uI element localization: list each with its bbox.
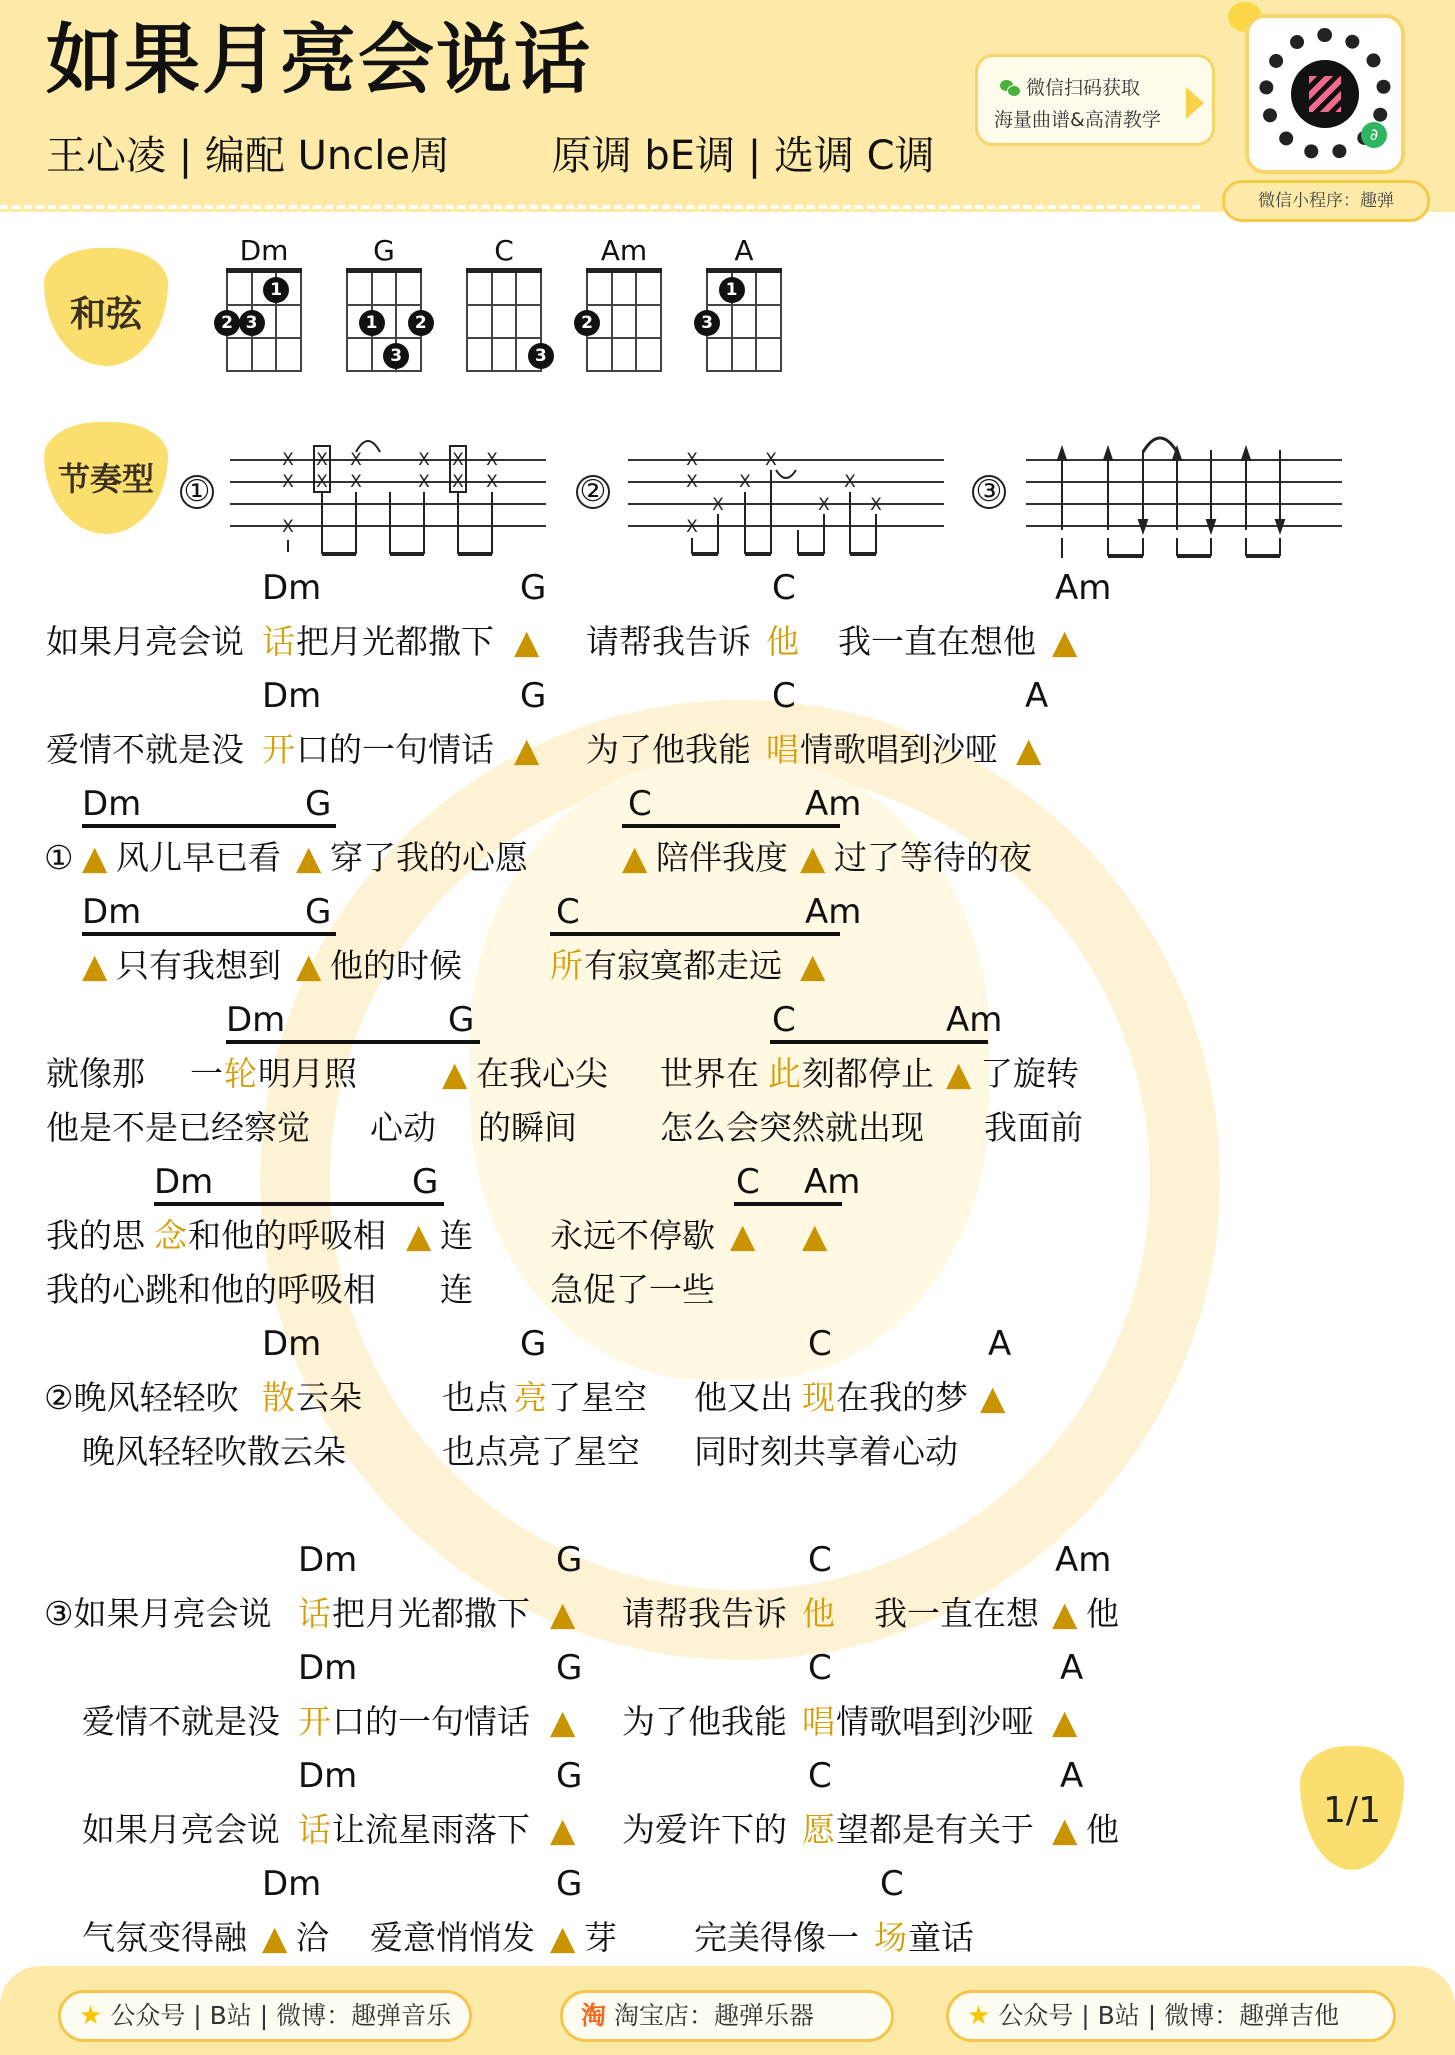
footer-social-music[interactable]: ★ 公众号 | B站 | 微博：趣弹音乐 <box>58 1990 472 2042</box>
strum-marker-icon: ▲ <box>550 1918 576 1957</box>
lyric-text: 我面前 <box>984 1108 1083 1147</box>
lyric-text: 他 <box>802 1594 835 1633</box>
lyric-text: 了星空 <box>548 1378 647 1417</box>
chord-label: Dm <box>298 1648 358 1688</box>
wechat-icon <box>1000 80 1020 96</box>
strum-marker-icon: ▲ <box>1052 1594 1078 1633</box>
star-icon: ★ <box>79 2001 103 2031</box>
chord-label: A <box>1060 1756 1084 1796</box>
chord-diagram-c <box>466 234 547 370</box>
strum-marker-icon: ▲ <box>262 1918 288 1957</box>
strum-marker-icon: ▲ <box>82 838 108 877</box>
lyric-text: 完美得像一 <box>694 1918 859 1957</box>
fretboard-grid <box>701 268 782 370</box>
lyric-text: 过了等待的夜 <box>834 838 1032 877</box>
strum-marker-icon: ▲ <box>550 1702 576 1741</box>
finger-dot: 3 <box>383 343 409 369</box>
footer-taobao-shop[interactable]: 淘 淘宝店：趣弹乐器 <box>560 1990 894 2042</box>
chord-label: Dm <box>298 1540 358 1580</box>
chord-label: C <box>880 1864 904 1904</box>
lyric-text: 现 <box>802 1378 835 1417</box>
song-title: 如果月亮会说话 <box>46 15 592 104</box>
lyric-text: 散 <box>262 1378 295 1417</box>
chord-label: A <box>988 1324 1012 1364</box>
chord-name: G <box>373 234 395 267</box>
lyric-text: 话 <box>298 1594 331 1633</box>
svg-text:X: X <box>870 495 882 515</box>
rhythm-number-2: ② <box>576 475 610 509</box>
chord-diagram-a <box>701 234 782 370</box>
lyric-text: 也点亮了星空 <box>442 1432 640 1471</box>
fretboard-grid <box>221 268 302 370</box>
chord-label: G <box>556 1864 583 1904</box>
rhythm-pattern-2 <box>626 430 946 560</box>
lyric-text: 开 <box>298 1702 331 1741</box>
promo-line-1: 微信扫码获取 <box>1000 73 1140 100</box>
lyric-text: 轮 <box>224 1054 257 1093</box>
lyric-text: 唱 <box>802 1702 835 1741</box>
chord-label: G <box>520 568 547 608</box>
rhythm-pattern-1 <box>228 430 548 560</box>
svg-text:X: X <box>418 472 430 492</box>
chord-label: Am <box>1055 1540 1112 1580</box>
lyric-text: 只有我想到 <box>116 946 281 985</box>
chord-diagram-dm <box>221 234 302 370</box>
lyric-text: 所 <box>550 946 583 985</box>
svg-text:X: X <box>686 517 698 537</box>
svg-text:X: X <box>712 495 724 515</box>
chord-label: G <box>520 1324 547 1364</box>
lyric-text: 连 <box>440 1216 473 1255</box>
lyric-text: 为爱许下的 <box>622 1810 787 1849</box>
lyric-text: 世界在 <box>660 1054 759 1093</box>
finger-dot: 3 <box>528 343 554 369</box>
chord-underline <box>82 824 336 828</box>
svg-text:X: X <box>350 472 362 492</box>
lyric-text: 心动 <box>370 1108 436 1147</box>
lyric-text: 我一直在想 <box>874 1594 1039 1633</box>
lyric-text: 明月照 <box>258 1054 357 1093</box>
chord-label: C <box>628 784 652 824</box>
mini-program-label: 微信小程序：趣弹 <box>1222 180 1430 222</box>
lyric-text: 他 <box>766 622 799 661</box>
lyric-text: 也点 <box>442 1378 508 1417</box>
lyric-text: 念 <box>154 1216 187 1255</box>
chord-underline <box>154 1202 444 1206</box>
chord-label: G <box>305 784 332 824</box>
lyric-text: 话 <box>298 1810 331 1849</box>
lyric-text: 在我的梦 <box>836 1378 968 1417</box>
lyric-text: 情歌唱到沙哑 <box>800 730 998 769</box>
svg-text:X: X <box>486 450 498 470</box>
lyric-text: 有寂寞都走远 <box>584 946 782 985</box>
svg-text:X: X <box>818 495 830 515</box>
strum-marker-icon: ▲ <box>550 1810 576 1849</box>
chord-name: Am <box>600 234 648 267</box>
chord-label: A <box>1060 1648 1084 1688</box>
lyric-text: 急促了一些 <box>550 1270 715 1309</box>
strum-marker-icon: ▲ <box>514 622 540 661</box>
fretboard-grid <box>346 268 427 370</box>
chord-label: Dm <box>262 676 322 716</box>
lyric-text: 亮 <box>514 1378 547 1417</box>
lyric-text: 一 <box>190 1054 223 1093</box>
chord-label: C <box>772 676 796 716</box>
lyric-text: 同时刻共享着心动 <box>694 1432 958 1471</box>
lyric-text: 如果月亮会说 <box>82 1810 280 1849</box>
promo-line-2: 海量曲谱&高清教学 <box>994 109 1161 131</box>
svg-text:X: X <box>316 450 328 470</box>
rhythm-number-3: ③ <box>972 475 1006 509</box>
svg-text:X: X <box>765 450 777 470</box>
chord-label: C <box>808 1648 832 1688</box>
lyric-text: 如果月亮会说 <box>46 622 244 661</box>
chord-name: C <box>494 234 514 267</box>
lyric-text: 愿 <box>802 1810 835 1849</box>
strum-marker-icon: ▲ <box>1052 1702 1078 1741</box>
svg-text:X: X <box>282 517 294 537</box>
chord-underline <box>550 932 840 936</box>
chord-label: Dm <box>298 1756 358 1796</box>
qr-code[interactable] <box>1245 14 1405 174</box>
chord-label: Am <box>805 892 862 932</box>
chord-label: G <box>556 1540 583 1580</box>
svg-text:X: X <box>486 472 498 492</box>
svg-text:X: X <box>350 450 362 470</box>
svg-text:X: X <box>844 472 856 492</box>
finger-dot: 2 <box>214 310 240 336</box>
strum-marker-icon: ▲ <box>730 1216 756 1255</box>
strum-marker-icon: ▲ <box>1052 622 1078 661</box>
chord-label: C <box>772 568 796 608</box>
strum-marker-icon: ▲ <box>1016 730 1042 769</box>
svg-text:X: X <box>452 472 464 492</box>
chord-diagram-am <box>581 234 662 370</box>
lyric-text: 他 <box>1086 1810 1119 1849</box>
strum-marker-icon: ▲ <box>550 1594 576 1633</box>
rhythm-pattern-3 <box>1024 430 1344 560</box>
star-icon: ★ <box>967 2001 991 2031</box>
lyric-text: 开 <box>262 730 295 769</box>
chord-label: Am <box>946 1000 1003 1040</box>
lyric-text: 气氛变得融 <box>82 1918 247 1957</box>
strum-marker-icon: ▲ <box>980 1378 1006 1417</box>
lyric-text: 陪伴我度 <box>656 838 788 877</box>
chord-diagram-g <box>346 234 427 370</box>
chord-label: G <box>448 1000 475 1040</box>
lyric-text: 口的一句情话 <box>332 1702 530 1741</box>
lyric-text: 晚风轻轻吹散云朵 <box>82 1432 346 1471</box>
chord-label: C <box>808 1540 832 1580</box>
svg-text:X: X <box>452 450 464 470</box>
lyric-text: 穿了我的心愿 <box>330 838 528 877</box>
page-indicator: 1/1 <box>1323 1790 1381 1831</box>
lyric-text: 请帮我告诉 <box>622 1594 787 1633</box>
lyric-text: 为了他我能 <box>586 730 751 769</box>
chord-label: C <box>556 892 580 932</box>
qudan-logo-icon <box>1291 60 1359 128</box>
chord-label: G <box>556 1648 583 1688</box>
chord-label: C <box>736 1162 760 1202</box>
fretboard-grid <box>581 268 662 370</box>
lyric-text: 连 <box>440 1270 473 1309</box>
lyric-text: 我一直在想他 <box>838 622 1036 661</box>
lyric-text: 洽 <box>296 1918 329 1957</box>
lyric-text: 在我心尖 <box>476 1054 608 1093</box>
chord-label: Dm <box>82 784 142 824</box>
lyric-text: 场 <box>874 1918 907 1957</box>
strum-marker-icon: ▲ <box>800 838 826 877</box>
rhythm-label: 节奏型 <box>57 460 154 498</box>
chord-label: G <box>556 1756 583 1796</box>
lyric-text: ③如果月亮会说 <box>44 1594 272 1633</box>
chord-label: Dm <box>154 1162 214 1202</box>
strum-marker-icon: ▲ <box>802 1216 828 1255</box>
svg-text:X: X <box>739 472 751 492</box>
chord-name: A <box>734 234 754 267</box>
chord-underline <box>622 824 840 828</box>
lyric-text: 我的心跳和他的呼吸相 <box>46 1270 376 1309</box>
finger-dot: 1 <box>359 310 385 336</box>
finger-dot: 2 <box>574 310 600 336</box>
strum-marker-icon: ▲ <box>946 1054 972 1093</box>
lyric-text: 就像那 <box>46 1054 145 1093</box>
strum-marker-icon: ▲ <box>514 730 540 769</box>
lyric-text: 和他的呼吸相 <box>188 1216 386 1255</box>
lyric-text: 刻都停止 <box>802 1054 934 1093</box>
strum-marker-icon: ▲ <box>296 946 322 985</box>
lyric-text: 请帮我告诉 <box>586 622 751 661</box>
strum-marker-icon: ▲ <box>82 946 108 985</box>
header-divider <box>0 205 1200 209</box>
mini-program-icon: ∂ <box>1361 122 1387 148</box>
chord-label: C <box>808 1756 832 1796</box>
rhythm-badge <box>44 422 168 534</box>
lyric-text: 为了他我能 <box>622 1702 787 1741</box>
lyric-text: 爱情不就是没 <box>46 730 244 769</box>
chord-label: G <box>520 676 547 716</box>
lyric-text: 把月光都撒下 <box>296 622 494 661</box>
lyric-text: 永远不停歇 <box>550 1216 715 1255</box>
lyric-text: 望都是有关于 <box>836 1810 1034 1849</box>
svg-text:X: X <box>316 472 328 492</box>
lyric-text: 云朵 <box>296 1378 362 1417</box>
lyric-text: 我的思 <box>46 1216 145 1255</box>
lyric-text: 口的一句情话 <box>296 730 494 769</box>
chord-label: G <box>305 892 332 932</box>
lyric-text: 他 <box>1086 1594 1119 1633</box>
lyric-text: 情歌唱到沙哑 <box>836 1702 1034 1741</box>
strum-marker-icon: ▲ <box>800 946 826 985</box>
chord-label: G <box>412 1162 439 1202</box>
lyric-text: 芽 <box>584 1918 617 1957</box>
lyric-text: 了旋转 <box>980 1054 1079 1093</box>
finger-dot: 2 <box>408 310 434 336</box>
svg-text:X: X <box>686 450 698 470</box>
svg-text:X: X <box>282 472 294 492</box>
chord-underline <box>770 1040 988 1044</box>
chord-label: Dm <box>82 892 142 932</box>
qr-promo-card[interactable] <box>975 54 1215 146</box>
chord-name: Dm <box>239 234 289 267</box>
strum-marker-icon: ▲ <box>442 1054 468 1093</box>
page-badge <box>1300 1746 1404 1870</box>
taobao-icon: 淘 <box>581 2001 607 2030</box>
chord-label: Dm <box>226 1000 286 1040</box>
rhythm-number-1: ① <box>180 475 214 509</box>
chord-label: Am <box>804 1162 861 1202</box>
chord-label: Am <box>1055 568 1112 608</box>
chord-label: C <box>808 1324 832 1364</box>
chords-badge <box>44 248 168 366</box>
footer-social-guitar[interactable]: ★ 公众号 | B站 | 微博：趣弹吉他 <box>946 1990 1396 2042</box>
lyric-text: 的瞬间 <box>478 1108 577 1147</box>
arrow-right-icon <box>1186 87 1204 119</box>
lyric-text: 此 <box>768 1054 801 1093</box>
finger-dot: 3 <box>239 310 265 336</box>
lyric-text: 爱情不就是没 <box>82 1702 280 1741</box>
lyric-text: 他又出 <box>694 1378 793 1417</box>
lyric-text: ① <box>44 838 74 877</box>
lyric-text: 话 <box>262 622 295 661</box>
svg-text:X: X <box>686 472 698 492</box>
lyric-text: 让流星雨落下 <box>332 1810 530 1849</box>
chord-label: Am <box>805 784 862 824</box>
lyric-text: ②晚风轻轻吹 <box>44 1378 239 1417</box>
lyric-text: 风儿早已看 <box>116 838 281 877</box>
lyric-text: 童话 <box>908 1918 974 1957</box>
svg-text:X: X <box>282 450 294 470</box>
chord-underline <box>82 932 336 936</box>
chord-underline <box>226 1040 480 1044</box>
svg-text:X: X <box>418 450 430 470</box>
chords-label: 和弦 <box>69 294 142 335</box>
chord-label: Dm <box>262 568 322 608</box>
fretboard-grid <box>466 268 547 370</box>
chord-label: Dm <box>262 1864 322 1904</box>
lyric-text: 唱 <box>766 730 799 769</box>
song-meta: 王心凌 | 编配 Uncle周 原调 bE调 | 选调 C调 <box>46 133 935 179</box>
strum-marker-icon: ▲ <box>406 1216 432 1255</box>
chord-label: A <box>1025 676 1049 716</box>
chord-label: C <box>772 1000 796 1040</box>
strum-marker-icon: ▲ <box>296 838 322 877</box>
lyric-text: 怎么会突然就出现 <box>660 1108 924 1147</box>
finger-dot: 1 <box>263 277 289 303</box>
chord-label: Dm <box>262 1324 322 1364</box>
lyric-text: 把月光都撒下 <box>332 1594 530 1633</box>
finger-dot: 3 <box>694 310 720 336</box>
lyric-text: 爱意悄悄发 <box>370 1918 535 1957</box>
lyric-text: 他的时候 <box>330 946 462 985</box>
strum-marker-icon: ▲ <box>622 838 648 877</box>
chord-underline <box>734 1202 842 1206</box>
strum-marker-icon: ▲ <box>1052 1810 1078 1849</box>
finger-dot: 1 <box>719 277 745 303</box>
lyric-text: 他是不是已经察觉 <box>46 1108 310 1147</box>
